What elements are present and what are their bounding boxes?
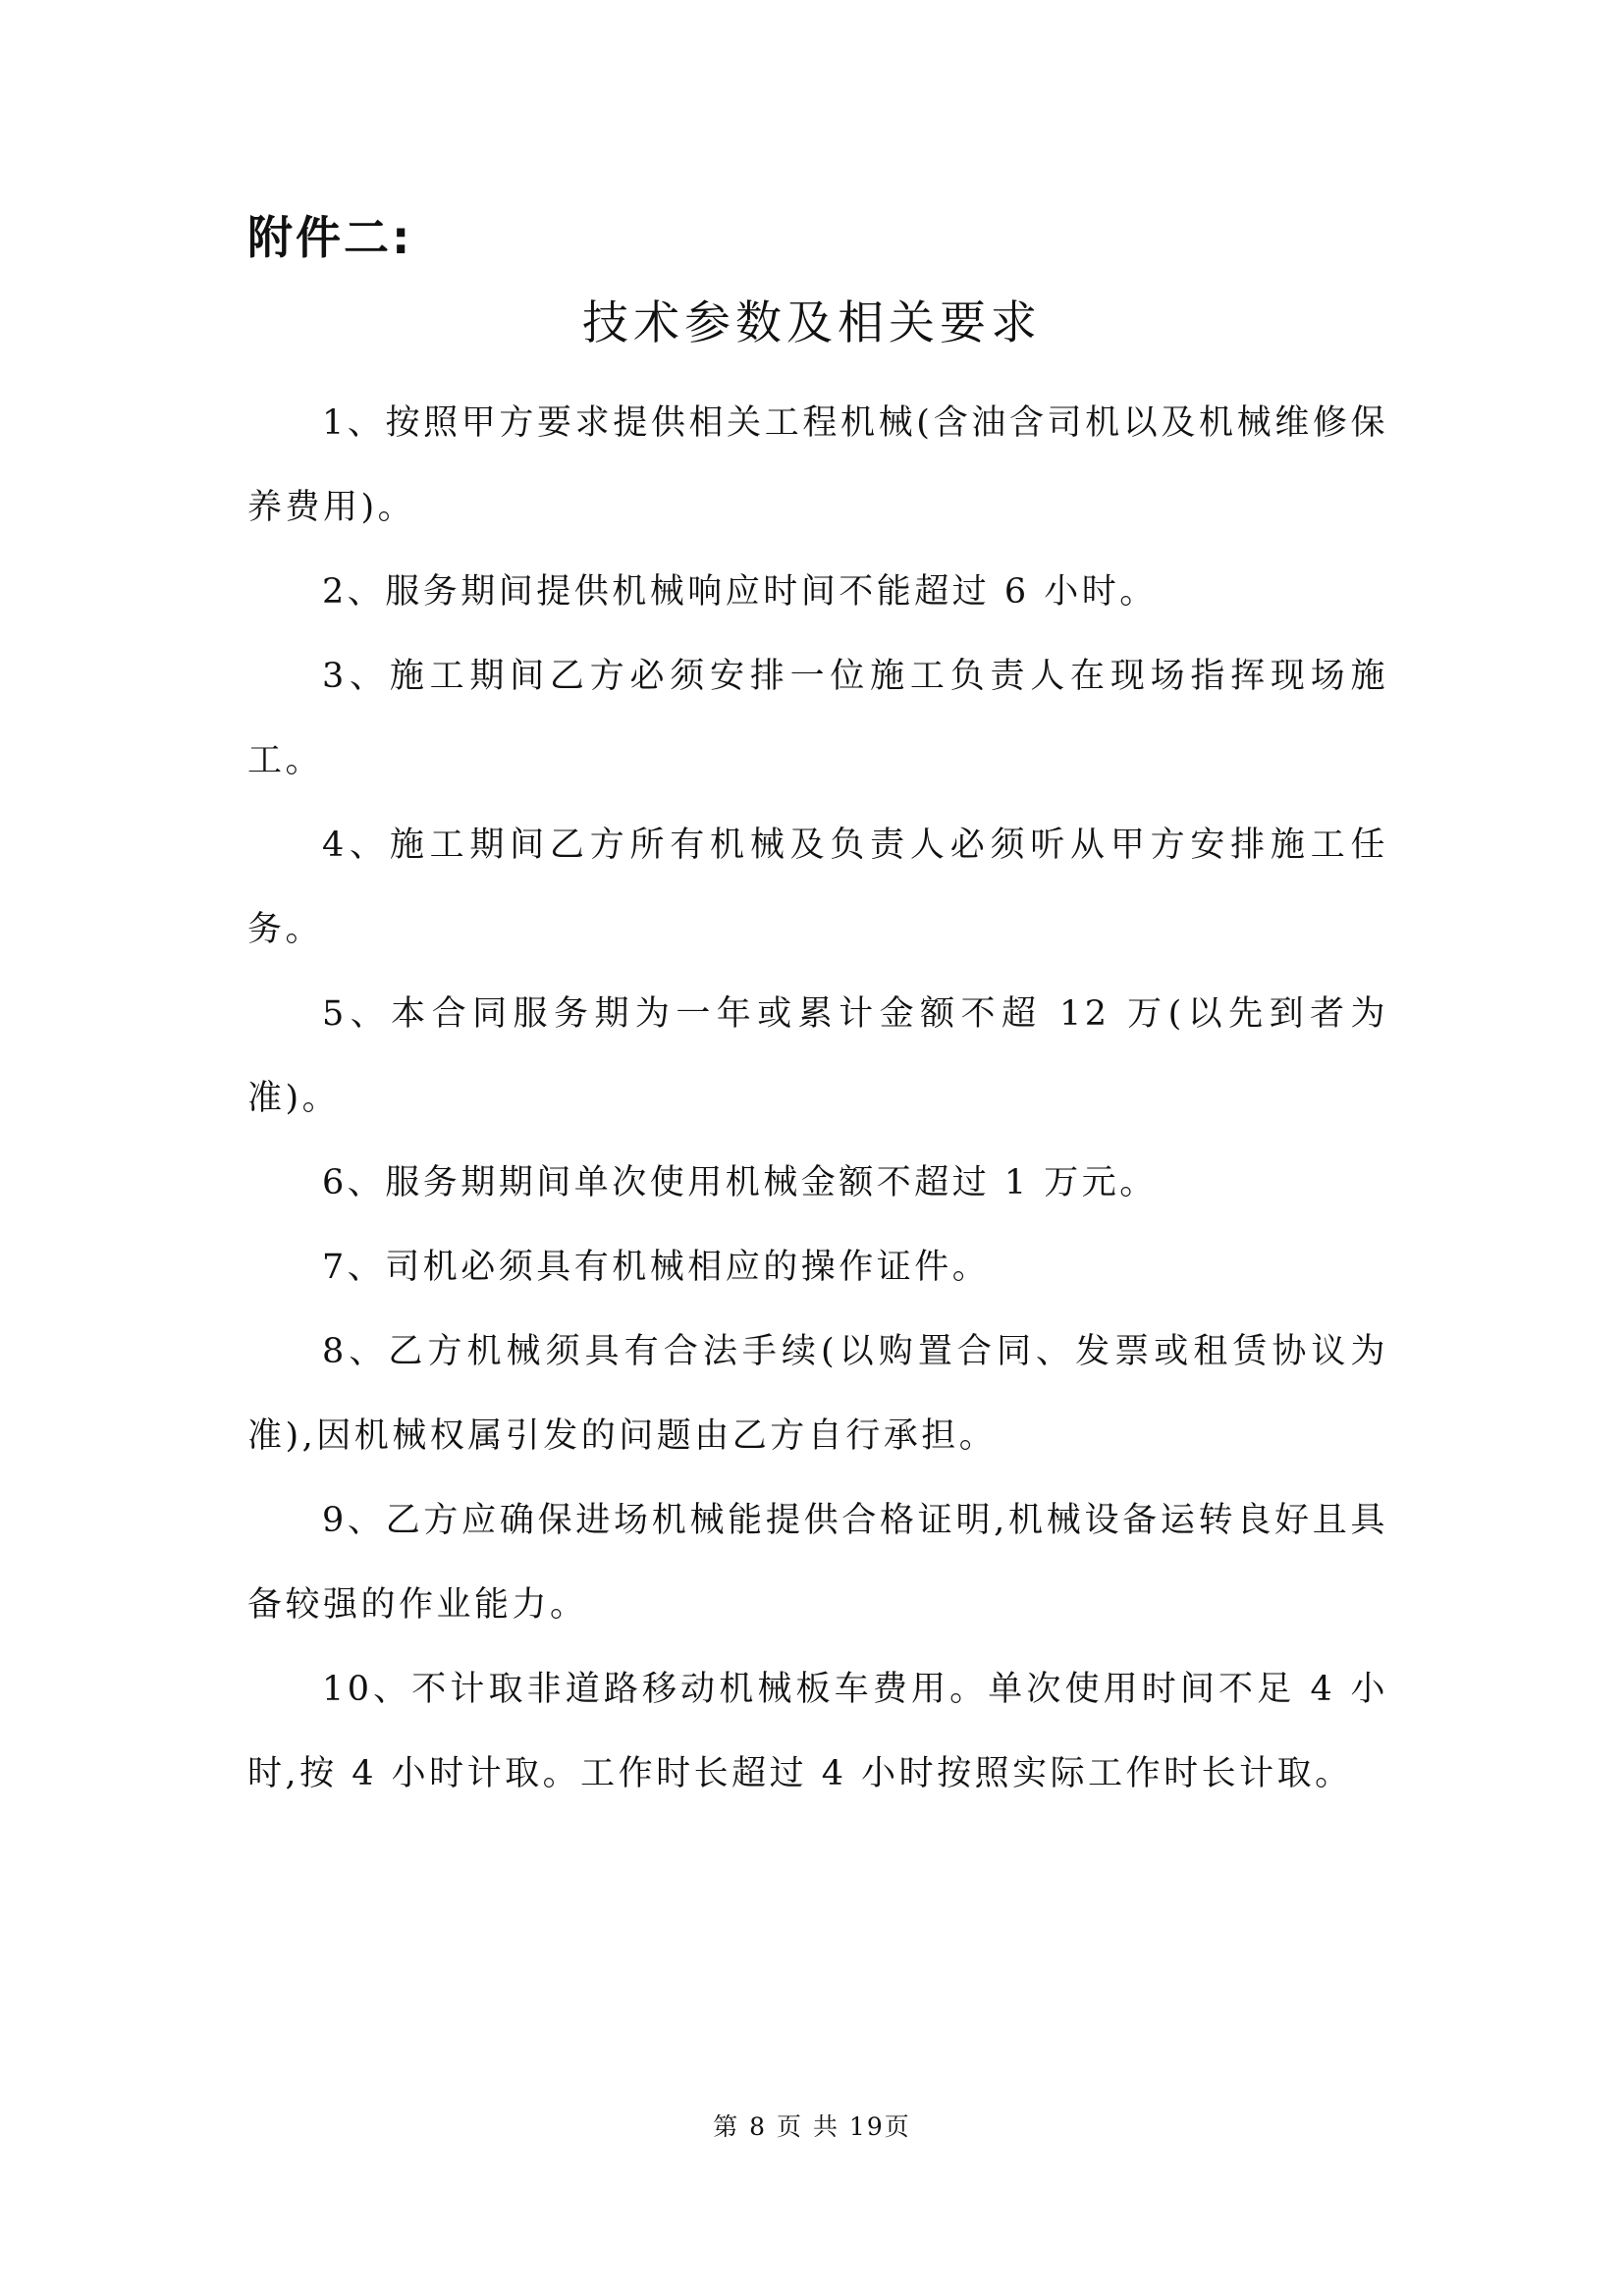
requirement-item-5: 5、本合同服务期为一年或累计金额不超 12 万(以先到者为准)。 bbox=[247, 994, 1388, 1118]
page-number-footer: 第 8 页 共 19页 bbox=[713, 2112, 911, 2141]
requirement-item-8: 8、乙方机械须具有合法手续(以购置合同、发票或租赁协议为准),因机械权属引发的问题由乙方自行承担。 bbox=[247, 1332, 1388, 1456]
requirement-item-3: 3、施工期间乙方必须安排一位施工负责人在现场指挥现场施工。 bbox=[247, 657, 1388, 780]
requirement-item-7: 7、司机必须具有机械相应的操作证件。 bbox=[322, 1248, 991, 1287]
requirements-list bbox=[247, 381, 1388, 1816]
requirement-item-10: 10、不计取非道路移动机械板车费用。单次使用时间不足 4 小时,按 4 小时计取。工作时长超过 4 小时按照实际工作时长计取。 bbox=[247, 1670, 1388, 1793]
requirement-item-4: 4、施工期间乙方所有机械及负责人必须听从甲方安排施工任务。 bbox=[247, 826, 1388, 949]
document-title: 技术参数及相关要求 bbox=[582, 296, 1042, 350]
requirement-item-6: 6、服务期期间单次使用机械金额不超过 1 万元。 bbox=[322, 1163, 1158, 1202]
requirement-item-2: 2、服务期间提供机械响应时间不能超过 6 小时。 bbox=[322, 572, 1158, 612]
attachment-label: 附件二: bbox=[247, 211, 413, 264]
requirement-item-9: 9、乙方应确保进场机械能提供合格证明,机械设备运转良好且具备较强的作业能力。 bbox=[247, 1501, 1388, 1625]
requirement-item-1: 1、按照甲方要求提供相关工程机械(含油含司机以及机械维修保养费用)。 bbox=[247, 403, 1388, 527]
